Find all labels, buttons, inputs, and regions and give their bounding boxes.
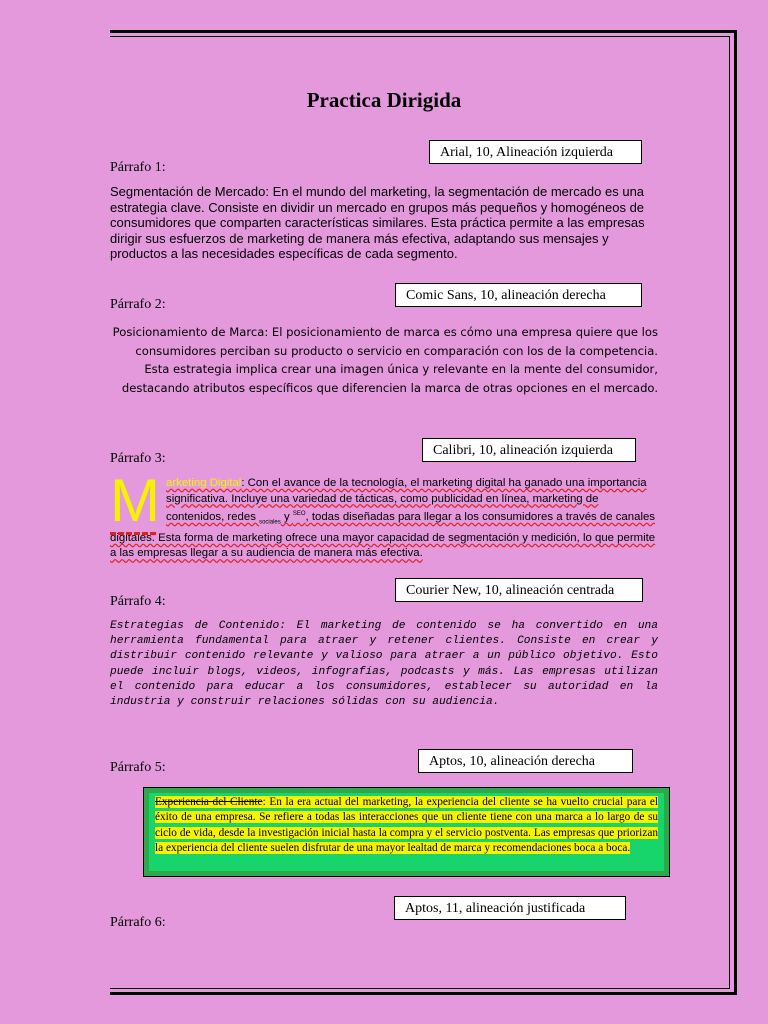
paragraph-3-body-a: : Con el avance de la tecnología, el marketing digital ha ganado una importancia significativa. Incluye una variedad de tácticas, como publicidad en línea, marketing de contenidos, redes: [166, 477, 647, 523]
paragraph-5-inner-box: [149, 793, 664, 871]
paragraph-5-body: : En la era actual del marketing, la experiencia del cliente se ha vuelto crucial para el éxito de una empresa. Se refiere a todas las interacciones que un cliente tiene con una marca a lo largo de su ciclo de vida, desde la investigación inicial hasta la compra y el servicio postventa. Las empresas que priorizan la experiencia del cliente suelen disfrutar de una mayor lealtad de marca y recomendaciones boca a boca.: [155, 796, 658, 855]
format-note-3: Calibri, 10, alineación izquierda: [422, 438, 636, 462]
paragraph-5-lead: Experiencia del Cliente: [155, 796, 263, 808]
format-note-4: Courier New, 10, alineación centrada: [395, 578, 643, 602]
paragraph-3-body-b: y: [280, 510, 293, 523]
page-border-bottom-inner: [110, 988, 730, 989]
paragraph-label-2: Párrafo 2:: [110, 297, 166, 312]
paragraph-label-5: Párrafo 5:: [110, 760, 166, 775]
paragraph-3-text: [110, 467, 658, 562]
page-border-top: [110, 30, 737, 33]
page-border-right-inner: [729, 36, 730, 989]
paragraph-3-lead: arketing Digital: [166, 477, 242, 489]
paragraph-3-body-c: , todas diseñadas para llegar a los consumidores a través de canales digitales. Esta forma de marketing ofrece una mayor capacidad de segmentación y medición, lo que permite a las empresas llegar a su audiencia de manera más efectiva.: [110, 510, 656, 560]
paragraph-5-border-box: [143, 787, 670, 877]
paragraph-2-text: Posicionamiento de Marca: El posicionamiento de marca es cómo una empresa quiere que los consumidores perciban su producto o servicio en comparación con los de la competencia. Esta estrategia implica crear una imagen única y relevante en la mente del consumidor, destacando atributos específicos que diferencien la marca de otras opciones en el mercado.: [112, 325, 658, 395]
paragraph-label-1: Párrafo 1:: [110, 160, 166, 175]
paragraph-label-4: Párrafo 4:: [110, 594, 166, 609]
format-note-1: Arial, 10, Alineación izquierda: [429, 140, 642, 164]
paragraph-5-text: [155, 795, 658, 857]
superscript-text: SEO: [292, 511, 306, 518]
spellcheck-underline: [110, 526, 156, 535]
page-border-bottom: [110, 992, 737, 995]
page-border-top-inner: [110, 36, 730, 37]
paragraph-4-text: Estrategias de Contenido: El marketing de contenido se ha convertido en una herramienta fundamental para atraer y retener clientes. Consiste en crear y distribuir contenido relevante y valioso para atraer a un público objetivo. Esto puede incluir blogs, videos, infografías, podcasts y más. Las empresas utilizan el contenido para educar a los consumidores, establecer su autoridad en la industria y construir relaciones sólidas con su audiencia.: [110, 620, 658, 709]
format-note-2: Comic Sans, 10, alineación derecha: [395, 283, 642, 307]
paragraph-label-3: Párrafo 3:: [110, 451, 166, 466]
paragraph-1-text: Segmentación de Mercado: En el mundo del marketing, la segmentación de mercado es una estrategia clave. Consiste en dividir un mercado en grupos más pequeños y homogéneos de consumidores que comparten características similares. Esta práctica permite a las empresas dirigir sus esfuerzos de marketing de manera más efectiva, adaptando sus mensajes y productos a las necesidades específicas de cada segmento.: [110, 184, 645, 262]
subscript-text: sociales: [259, 519, 281, 526]
format-note-5: Aptos, 10, alineación derecha: [418, 749, 633, 773]
paragraph-label-6: Párrafo 6:: [110, 915, 166, 930]
format-note-6: Aptos, 11, alineación justificada: [394, 896, 626, 920]
page-title: Practica Dirigida: [306, 88, 462, 112]
page-border-right: [734, 30, 737, 995]
drop-cap: M: [110, 467, 160, 534]
